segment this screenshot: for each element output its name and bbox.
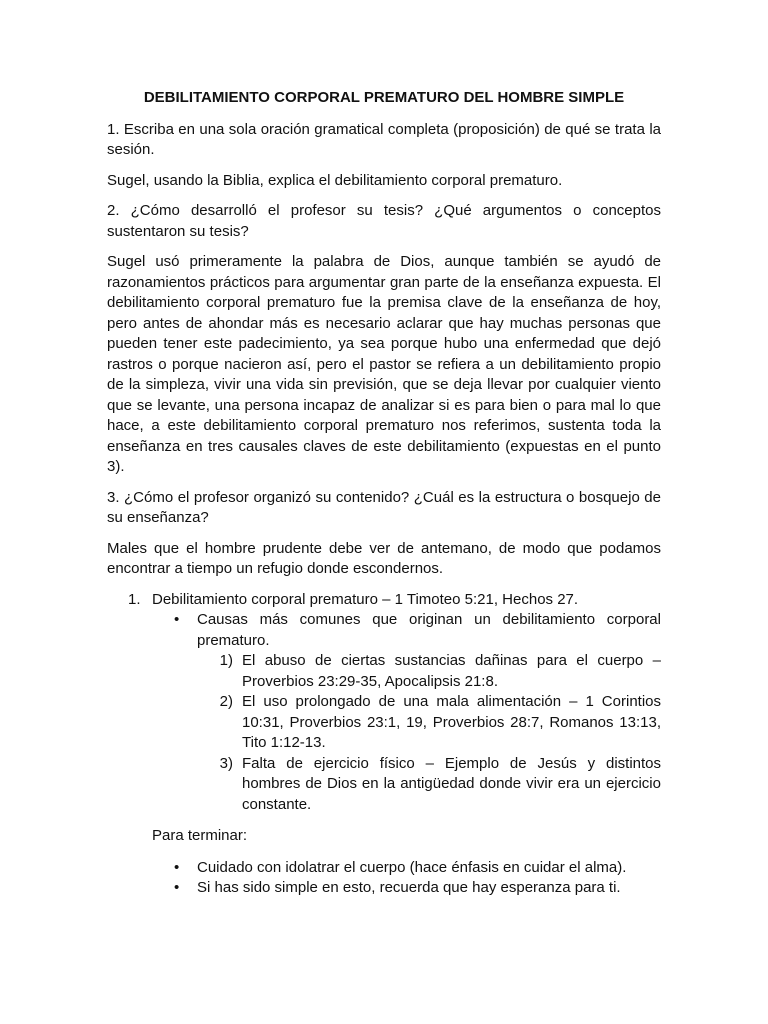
document-title: DEBILITAMIENTO CORPORAL PREMATURO DEL HOMBRE SIMPLE <box>143 89 625 106</box>
closing-bullet <box>152 878 661 899</box>
sub-item <box>197 754 661 816</box>
sub-item-text: El abuso de ciertas sustancias dañinas para el cuerpo – Proverbios 23:29-35, Apocalipsis 21:8. <box>242 652 661 690</box>
sub-item <box>197 651 661 692</box>
list-item <box>107 590 661 611</box>
sub-item-text: El uso prolongado de una mala alimentación – 1 Corintios 10:31, Proverbios 23:1, 19, Proverbios 28:7, Romanos 13:13, Tito 1:12-13. <box>242 693 661 751</box>
closing-label: Para terminar: <box>152 827 248 844</box>
closing-point: Cuidado con idolatrar el cuerpo (hace énfasis en cuidar el alma). <box>197 858 627 876</box>
list-item-text: Debilitamiento corporal prematuro – 1 Timoteo 5:21, Hechos 27. <box>152 590 579 608</box>
closing-point: Si has sido simple en esto, recuerda que hay esperanza para ti. <box>197 879 621 896</box>
bullet-item <box>152 610 661 651</box>
answer-2: Sugel usó primeramente la palabra de Dios, aunque también se ayudó de razonamientos prácticos para argumentar gran parte de la enseñanza expuesta. El debilitamiento corporal prematuro fue la premisa clave de la enseñanza de hoy, pero antes de ahondar más es necesario aclarar que hay muchas personas que pueden tener este padecimiento, ya sea porque hubo una enfermedad que dejó rastros o porque nacieron así, pero el pastor se refiera a un debilitamiento propio de la simpleza, vivir una vida sin previsión, que se deja llevar por cualquier viento que se levante, una persona incapaz de analizar si es para bien o para mal lo que hace, a este debilitamiento corporal prematuro nos referimos, sustenta toda la enseñanza en tres causales claves de este debilitamiento (expuestas en el punto 3). <box>107 253 661 475</box>
sub-item-number: 3) <box>219 754 233 772</box>
question-1: 1. Escriba en una sola oración gramatical completa (proposición) de qué se trata la sesión. <box>107 120 661 158</box>
answer-1: Sugel, usando la Biblia, explica el debilitamiento corporal prematuro. <box>107 171 563 189</box>
sub-item-text: Falta de ejercicio físico – Ejemplo de Jesús y distintos hombres de Dios en la antigüedad donde vivir era un ejercicio constante. <box>242 754 661 813</box>
sub-item-number: 1) <box>219 652 233 669</box>
closing-bullet <box>152 858 661 879</box>
bullet-icon: • <box>174 858 180 876</box>
bullet-text: Causas más comunes que originan un debilitamiento corporal prematuro. <box>197 611 661 649</box>
question-2: 2. ¿Cómo desarrolló el profesor su tesis? ¿Qué argumentos o conceptos sustentaron su tesis? <box>107 202 661 240</box>
document-page <box>107 88 661 899</box>
outline-list <box>107 590 661 816</box>
question-3: 3. ¿Cómo el profesor organizó su contenido? ¿Cuál es la estructura o bosquejo de su enseñanza? <box>107 488 661 526</box>
sub-item-number: 2) <box>219 693 233 710</box>
list-item-number: 1. <box>128 590 141 608</box>
bullet-icon: • <box>174 879 180 896</box>
sub-item <box>197 692 661 754</box>
bullet-icon: • <box>174 611 180 628</box>
answer-3: Males que el hombre prudente debe ver de antemano, de modo que podamos encontrar a tiempo un refugio donde escondernos. <box>107 539 661 577</box>
